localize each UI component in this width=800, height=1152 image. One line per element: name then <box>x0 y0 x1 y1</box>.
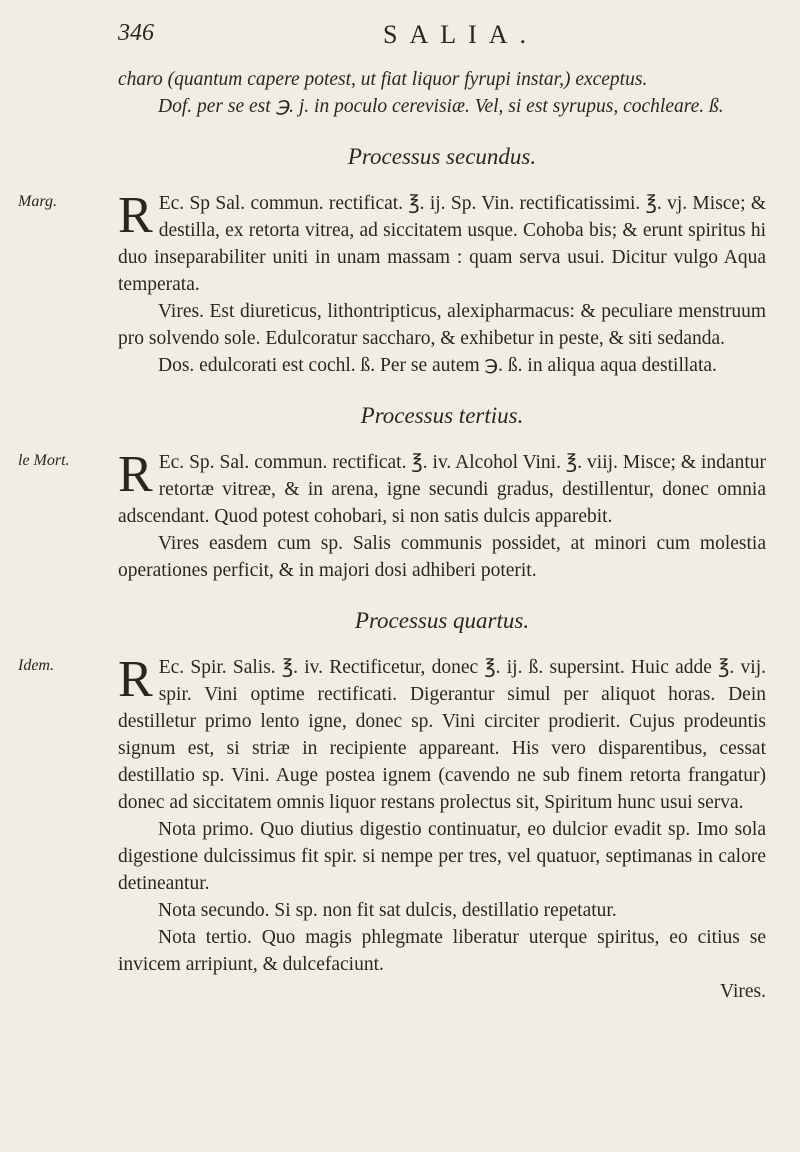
recipe-text: Ec. Spir. Salis. ℥. iv. Rectificetur, donec ℥. ij. ß. supersint. Huic adde ℥. vij. spir. Vini optime rectificati. Digerantur simul per aliquot horas. Dein destilletur primo lento igne, donec sp. Vini circiter prodierit. Cujus prodeuntis signum est, si striæ in recipiente appareant. His vero disparentibus, cessat destillatio sp. Vini. Auge postea ignem (cavendo ne sub finem retorta frangatur) donec ad siccitatem omnis liquor restans prolectus sit, Spiritum hunc usui serva. <box>118 657 766 813</box>
margin-note-le-mort: le Mort. <box>18 452 70 469</box>
page-number: 346 <box>118 20 154 46</box>
nota-primo: Nota primo. Quo diutius digestio continuatur, eo dulcior evadit sp. Imo sola digestione dulcissimus fit spir. si nempe per tres, vel quatuor, septimanas in calore detineantur. <box>118 819 766 894</box>
nota-tertio: Nota tertio. Quo magis phlegmate liberatur uterque spiritus, eo citius se invicem arripiunt, & dulcefaciunt. <box>118 927 766 975</box>
recipe-text: Ec. Sp Sal. commun. rectificat. ℥. ij. Sp. Vin. rectificatissimi. ℥. vj. Misce; & destilla, ex retorta vitrea, ad siccitatem usque. Cohoba bis; & erunt spiritus hi duo inseparabiliter uniti in unam massam : quam serva usui. Dicitur vulgo Aqua temperata. <box>118 193 766 295</box>
vires-text: Vires easdem cum sp. Salis communis possidet, at minori cum molestia operationes perficit, & in majori dosi adhiberi poterit. <box>118 533 766 581</box>
running-head: SALIA. <box>383 20 539 49</box>
intro-line-1: charo (quantum capere potest, ut fiat liquor fyrupi instar,) exceptus. <box>118 69 648 90</box>
nota-secundo: Nota secundo. Si sp. non fit sat dulcis, destillatio repetatur. <box>158 900 617 921</box>
intro-line-2: Dof. per se est ℈. j. in poculo cerevisiæ. Vel, si est syrupus, cochleare. ß. <box>158 96 724 117</box>
section-processus-quartus <box>18 651 766 1005</box>
heading-processus-secundus: Processus secundus. <box>347 144 537 169</box>
dropcap: R <box>118 651 153 708</box>
section-processus-secundus <box>18 187 766 379</box>
heading-processus-tertius: Processus tertius. <box>360 403 524 428</box>
dropcap: R <box>118 187 153 244</box>
dropcap: R <box>118 446 153 503</box>
vires-text: Vires. Est diureticus, lithontripticus, alexipharmacus: & peculiare menstruum pro solvendo sole. Edulcoratur saccharo, & exhibetur in peste, & siti sedanda. <box>118 301 766 349</box>
catchword: Vires. <box>720 981 766 1002</box>
page-body <box>18 66 766 1005</box>
heading-processus-quartus: Processus quartus. <box>354 608 530 633</box>
section-processus-tertius <box>18 446 766 584</box>
page-header <box>118 18 760 52</box>
margin-note-idem: Idem. <box>18 657 54 674</box>
dosis-text: Dos. edulcorati est cochl. ß. Per se autem ℈. ß. in aliqua aqua destillata. <box>158 355 717 376</box>
recipe-text: Ec. Sp. Sal. commun. rectificat. ℥. iv. Alcohol Vini. ℥. viij. Misce; & indantur retortæ vitreæ, & in arena, igne secundi gradus, destillentur, donec omnia adscendant. Quod potest cohobari, si non satis dulcis apparebit. <box>118 452 766 527</box>
margin-note-marg: Marg. <box>18 193 57 210</box>
